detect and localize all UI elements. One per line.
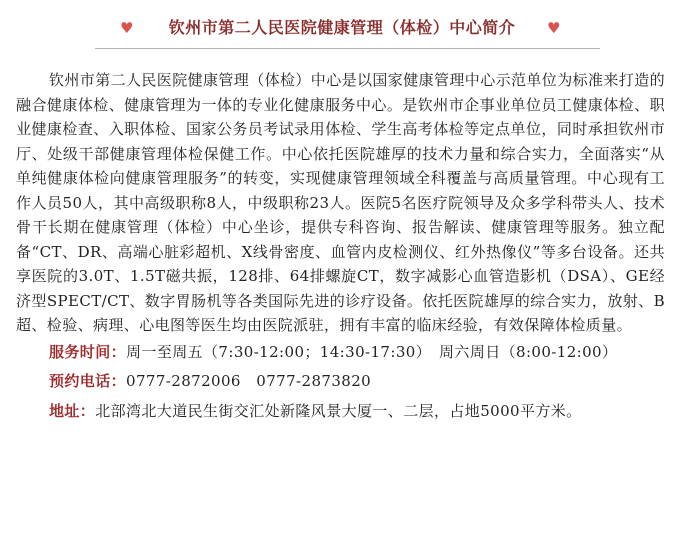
page-title: 钦州市第二人民医院健康管理（体检）中心简介: [168, 18, 516, 37]
header: [0, 10, 697, 50]
service-hours-label: 服务时间：: [49, 342, 127, 361]
address-line: [16, 399, 665, 424]
heart-icon-right: ♥: [547, 19, 561, 37]
address-label: 地址：: [49, 401, 96, 420]
service-hours-value: 周一至周五（7:30-12:00；14:30-17:30） 周六周日（8:00-12:00）: [126, 342, 618, 361]
heart-icon-left: ♥: [120, 19, 134, 37]
address-value: 北部湾北大道民生街交汇处新隆风景大厦一、二层，占地5000平方米。: [95, 401, 582, 420]
intro-paragraph: 钦州市第二人民医院健康管理（体检）中心是以国家健康管理中心示范单位为标准来打造的融合健康体检、健康管理为一体的专业化健康服务中心。是钦州市企事业单位员工健康体检、职业健康检查、入职体检、国家公务员考试录用体检、学生高考体检等定点单位，同时承担钦州市厅、处级干部健康管理体检保健工作。中心依托医院雄厚的技术力量和综合实力，全面落实“从单纯健康体检向健康管理服务”的转变，实现健康管理领域全科覆盖与高质量管理。中心现有工作人员50人，其中高级职称8人，中级职称23人。医院5名医疗院领导及众多学科带头人、技术骨干长期在健康管理（体检）中心坐诊，提供专科咨询、报告解读、健康管理等服务。独立配备“CT、DR、高端心脏彩超机、X线骨密度、血管内皮检测仪、红外热像仪”等多台设备。还共享医院的3.0T、1.5T磁共振，128排、64排螺旋CT，数字减影心血管造影机（DSA）、GE经济型SPECT/CT、数字胃肠机等各类国际先进的诊疗设备。依托医院雄厚的综合实力，放射、B超、检验、病理、心电图等医生均由医院派驻，拥有丰富的临床经验，有效保障体检质量。: [16, 71, 666, 334]
article-body: [16, 68, 665, 423]
title-divider: [95, 48, 600, 49]
service-hours-line: [16, 340, 665, 365]
phone-line: [16, 369, 665, 394]
phone-value: 0777-2872006 0777-2873820: [126, 372, 372, 390]
phone-label: 预约电话：: [49, 372, 127, 390]
